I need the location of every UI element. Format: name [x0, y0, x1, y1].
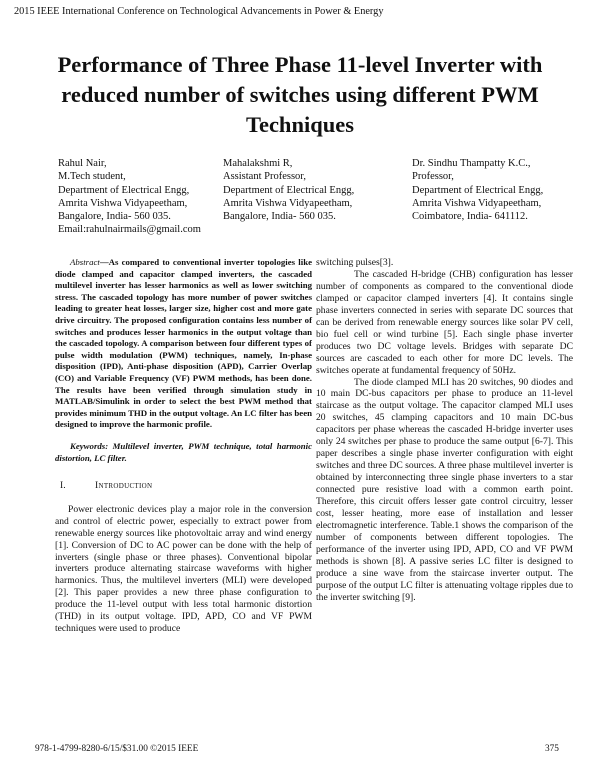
left-column: [55, 257, 312, 635]
author-email[interactable]: Email:rahulnairmails@gmail.com: [58, 224, 201, 236]
section-heading-introduction: [55, 480, 312, 492]
continuation-text: switching pulses[3].: [316, 257, 394, 268]
author-location: Bangalore, India- 560 035.: [58, 211, 171, 223]
section-number: I.: [60, 480, 66, 492]
author-location: Bangalore, India- 560 035.: [223, 211, 336, 223]
author-institution: Amrita Vishwa Vidyapeetham,: [223, 197, 353, 209]
page-number: 375: [545, 744, 559, 754]
author-institution: Amrita Vishwa Vidyapeetham,: [412, 197, 542, 209]
author-department: Department of Electrical Engg,: [412, 184, 544, 196]
author-block-3: [412, 157, 543, 223]
abstract: [55, 257, 312, 431]
author-location: Coimbatore, India- 641112.: [412, 211, 528, 223]
abstract-label: Abstract: [70, 257, 100, 267]
right-column: [316, 257, 573, 604]
author-position: Professor,: [412, 171, 454, 183]
author-block-1: [58, 157, 201, 237]
author-name: Rahul Nair,: [58, 158, 107, 169]
paper-title: Performance of Three Phase 11-level Inverter with reduced number of switches using different PWM Techniques: [57, 52, 543, 137]
abstract-text: —As compared to conventional inverter topologies like diode clamped and capacitor clamped inverters, the cascaded multilevel inverter has lesser harmonics as well as lower switching stress. The cascaded topology has more number of power switches leading to greater heat losses, larger size, higher cost and more gate drive circuitry. The proposed configuration contains less number of switches and produces lesser harmonics in the output voltage than the cascaded topology. A comparison between four different types of pulse width modulation (PWM) techniques, namely, In-phase disposition (IPD), Anti-phase disposition (APD), Carrier Overlap (CO) and Variable Frequency (VF) PWM methods, has been done. The results have been verified through simulation study in MATLAB/Simulink in order to select the best PWM method that provides minimum THD in the output voltage. An LC filter has been designed to improve the harmonic profile.: [55, 257, 312, 430]
author-department: Department of Electrical Engg,: [223, 184, 355, 196]
author-name: Mahalakshmi R,: [223, 158, 293, 169]
author-department: Department of Electrical Engg,: [58, 184, 190, 196]
author-name: Dr. Sindhu Thampatty K.C.,: [412, 158, 531, 169]
footer-isbn: 978-1-4799-8280-6/15/$31.00 ©2015 IEEE: [35, 744, 199, 754]
conference-header: 2015 IEEE International Conference on Technological Advancements in Power & Energy: [14, 6, 384, 17]
author-institution: Amrita Vishwa Vidyapeetham,: [58, 197, 188, 209]
intro-paragraph-2: The cascaded H-bridge (CHB) configuration has lesser number of components as compared to the conventional diode clamped or capacitor clamped inverters [4]. It contains single phase inverters connected in series with separate DC sources that can be derived from renewable energy sources like solar PV cell, bio fuel cell or wind turbine [5]. Each single phase inverter produces two DC voltage levels. Bridges with separate DC sources are cascaded to each other for more DC levels. The switches operate at fundamental frequency of 50Hz.: [316, 268, 573, 376]
intro-paragraph-3: The diode clamped MLI has 20 switches, 90 diodes and 10 main DC-bus capacitors per phase to produce an 11-level staircase as the output voltage. The capacitor clamped MLI uses 20 switches, 45 clamping capacitors and 10 main DC-bus capacitors per phase whereas the cascaded H-bridge inverter uses only 24 switches per phase to produce the same output [6-7]. This paper describes a single phase inverter configuration with eight switches and three DC sources. A three phase multilevel inverter is obtained by interconnecting three single phase inverters to a star connected pure resistive load with a common earth point. Therefore, this circuit offers lesser gate control circuitry, lesser cost, lesser heating, more ease of installation and lesser electromagnetic interference. Table.1 shows the comparison of the number of components between different topologies. The performance of the inverter using IPD, APD, CO and VF PWM methods is shown [8]. A passive series LC filter is designed to produce a sine wave from the staircase inverter output. The purpose of the output LC filter is attenuating voltage ripples due to the inverter switching [9].: [316, 376, 573, 603]
author-position: M.Tech student,: [58, 171, 126, 183]
section-title: Introduction: [95, 480, 153, 492]
intro-paragraph-1: Power electronic devices play a major role in the conversion and control of electric power, especially to extract power from renewable energy sources like photovoltaic array and wind energy [1]. Conversion of DC to AC power can be done with the help of inverters (single phase or three phases). Conventional bipolar inverters produce alternating staircase waveforms with higher harmonics. Thus, the multilevel inverters (MLI) were developed [2]. This paper provides a new three phase configuration to produce the 11-level output with less total harmonic distortion (THD) in its output voltage. IPD, APD, CO and VF PWM techniques were used to produce: [55, 503, 312, 635]
author-block-2: [223, 157, 354, 223]
author-position: Assistant Professor,: [223, 171, 306, 183]
keywords: Keywords: Multilevel inverter, PWM technique, total harmonic distortion, LC filter.: [55, 440, 312, 463]
